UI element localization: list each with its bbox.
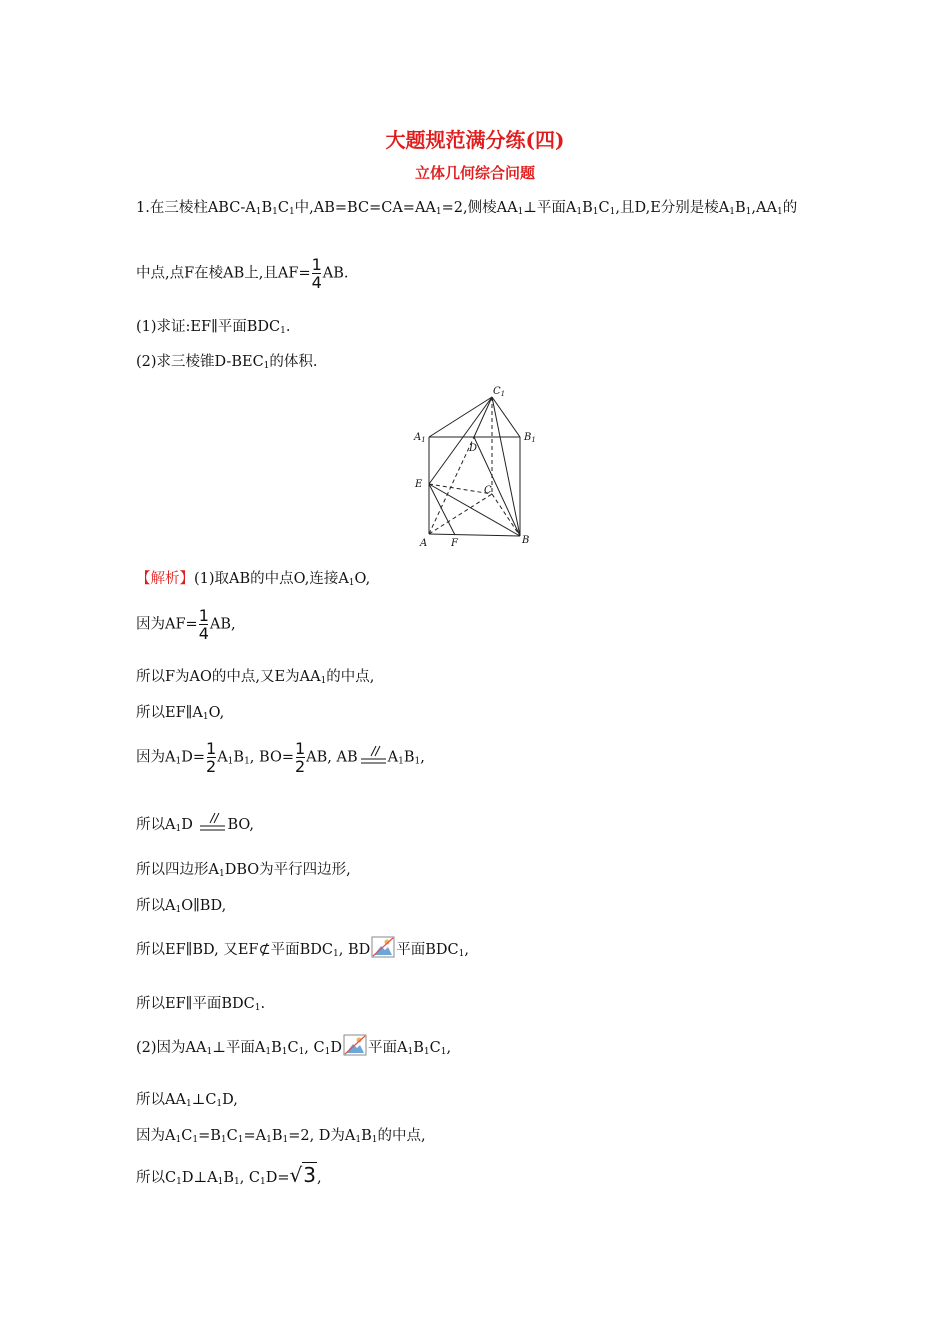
label-C: C — [484, 485, 492, 496]
solution-line-4: 所以$EF\parallel A_1O$, — [136, 705, 225, 722]
segment-DB — [474, 437, 520, 536]
prism-figure — [400, 384, 550, 550]
label-B1: $B_1$ — [524, 432, 536, 444]
label-A1: $A_1$ — [414, 432, 426, 444]
solution-tag: 【解析】 — [136, 571, 194, 587]
edge-AB — [429, 534, 520, 536]
label-F: F — [451, 538, 458, 549]
segment-C1E — [429, 397, 492, 484]
question-1: (1)求证:EF∥平面$BDC_1$. — [136, 319, 291, 336]
fraction: $\frac{1}{4}$ — [198, 606, 209, 643]
solution-line-13: 因为$A_1C_1=B_1C_1=A_1B_1=2$, D为$A_1B_1$的中点, — [136, 1128, 426, 1145]
solution-line-8: 所以$A_1O\parallel BD$, — [136, 898, 227, 915]
broken-image-icon — [343, 1034, 367, 1056]
question-2: (2)求三棱锥$D-BEC_1$的体积. — [136, 354, 318, 371]
solution-line-7: 所以四边形$A_1DBO$为平行四边形, — [136, 862, 351, 879]
solution-line-10: 所以EF∥平面$BDC_1$. — [136, 996, 266, 1013]
label-A: A — [420, 538, 428, 549]
solution-line-11: (2)因为$AA_1\perp$平面$A_1B_1C_1$, $C_1D$ 平面$A_1B_1C_1$, — [136, 1034, 451, 1062]
solution-line-12: 所以$AA_1\perp C_1D$, — [136, 1092, 238, 1109]
page-title: 大题规范满分练(四) — [385, 128, 565, 152]
solution-line-5: 因为$A_1D=$ $\frac{1}{2}$ $A_1B_1$, BO= $\frac{1}{2}$ AB, AB $A_1B_1$, — [136, 739, 425, 776]
solution-line-2: 因为AF= $\frac{1}{4}$ AB, — [136, 606, 236, 643]
solution-line-14: 所以$C_1D\perp A_1B_1$, $C_1D=√3$, — [136, 1163, 322, 1187]
label-E: E — [415, 479, 423, 490]
solution-line-1: 【解析】(1)取AB的中点O,连接$A_1O$, — [136, 571, 371, 588]
label-D: D — [469, 443, 478, 454]
parallel-equal-symbol — [197, 811, 227, 835]
segment-AD-hidden — [429, 437, 474, 534]
problem-line-2: 中点,点F在棱AB上,且AF= $\frac{1}{4}$ AB. — [136, 255, 349, 292]
parallel-equal-symbol — [358, 744, 388, 768]
fraction: $\frac{1}{2}$ — [206, 739, 217, 776]
label-C1: $C_1$ — [493, 386, 506, 398]
solution-line-3: 所以F为AO的中点,又E为$AA_1$的中点, — [136, 669, 375, 686]
broken-image-icon — [371, 936, 395, 958]
page-subtitle: 立体几何综合问题 — [414, 164, 535, 182]
problem-line-1: 1.在三棱柱ABC-$A_1B_1C_1$中$,AB=BC=CA=AA_1=2$,侧棱$AA_1\perp$平面$A_1B_1C_1$,且D,E分别是棱$A_1B_1,AA_1$的 — [136, 200, 798, 217]
square-root: √3 — [289, 1163, 317, 1187]
fraction: $\frac{1}{2}$ — [294, 739, 306, 776]
solution-line-9: 所以EF∥BD, 又EF⊄平面$BDC_1$, BD 平面$BDC_1$, — [136, 936, 469, 964]
solution-line-6: 所以$A_1D$ BO, — [136, 811, 254, 839]
label-B: B — [522, 535, 530, 546]
fraction: $\frac{1}{4}$ — [311, 255, 322, 292]
